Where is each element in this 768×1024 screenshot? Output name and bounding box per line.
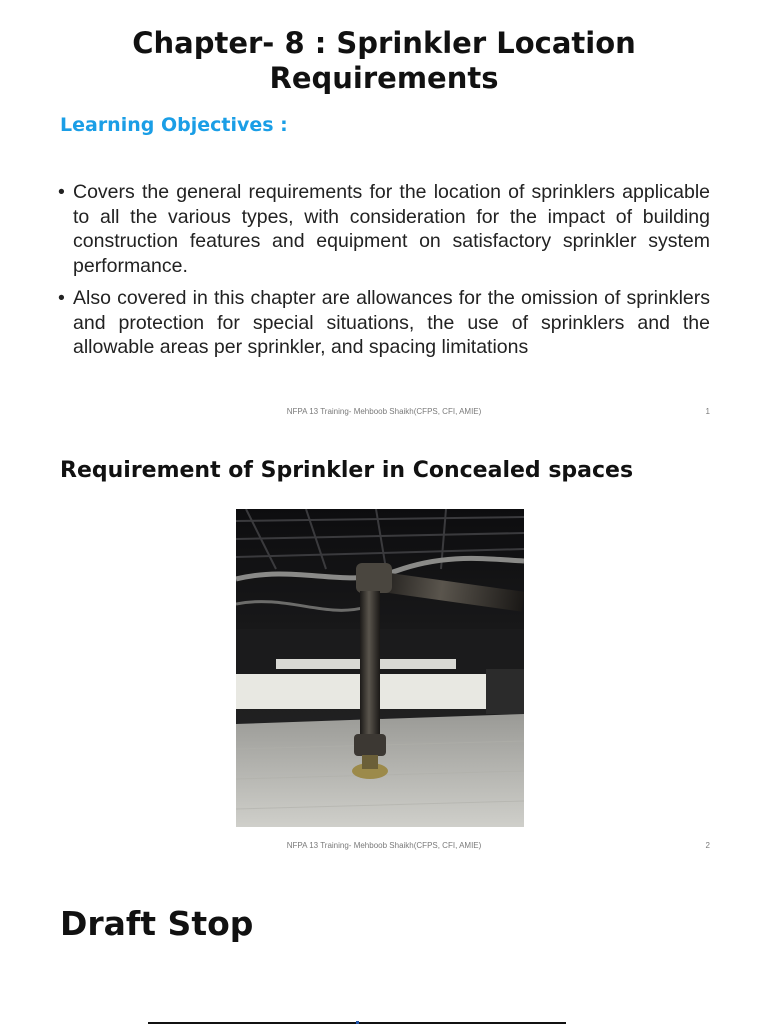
- page-number: 2: [705, 841, 710, 850]
- slide-footer: NFPA 13 Training- Mehboob Shaikh(CFPS, CFI, AMIE): [286, 841, 482, 850]
- bullet-icon: •: [58, 287, 65, 309]
- list-item: [58, 180, 710, 278]
- slide-footer: NFPA 13 Training- Mehboob Shaikh(CFPS, CFI, AMIE): [286, 407, 482, 416]
- sprinkler-concealed-space-photo: [236, 509, 524, 827]
- bullet-icon: •: [58, 181, 65, 203]
- page-number: 1: [705, 407, 710, 416]
- draft-stop-diagram: [148, 1016, 566, 1024]
- slide-2: [0, 432, 768, 864]
- slide-title: Chapter- 8 : Sprinkler Location Requirements: [132, 26, 636, 95]
- list-item: [58, 286, 710, 360]
- slide-1: [0, 0, 768, 432]
- objectives-list: [58, 180, 710, 368]
- learning-objectives-heading: Learning Objectives :: [60, 114, 288, 136]
- slide-3: [0, 864, 768, 1024]
- slide-title: Requirement of Sprinkler in Concealed spaces: [60, 458, 634, 483]
- slide-title: Draft Stop: [60, 904, 254, 943]
- bullet-text: Also covered in this chapter are allowances for the omission of sprinklers and protection for special situations, the use of sprinklers and the allowable areas per sprinkler, and spacing limitations: [73, 287, 710, 358]
- bullet-text: Covers the general requirements for the location of sprinklers applicable to all the various types, with consideration for the impact of building construction features and equipment on satisfactory sprinkler system performance.: [73, 181, 710, 277]
